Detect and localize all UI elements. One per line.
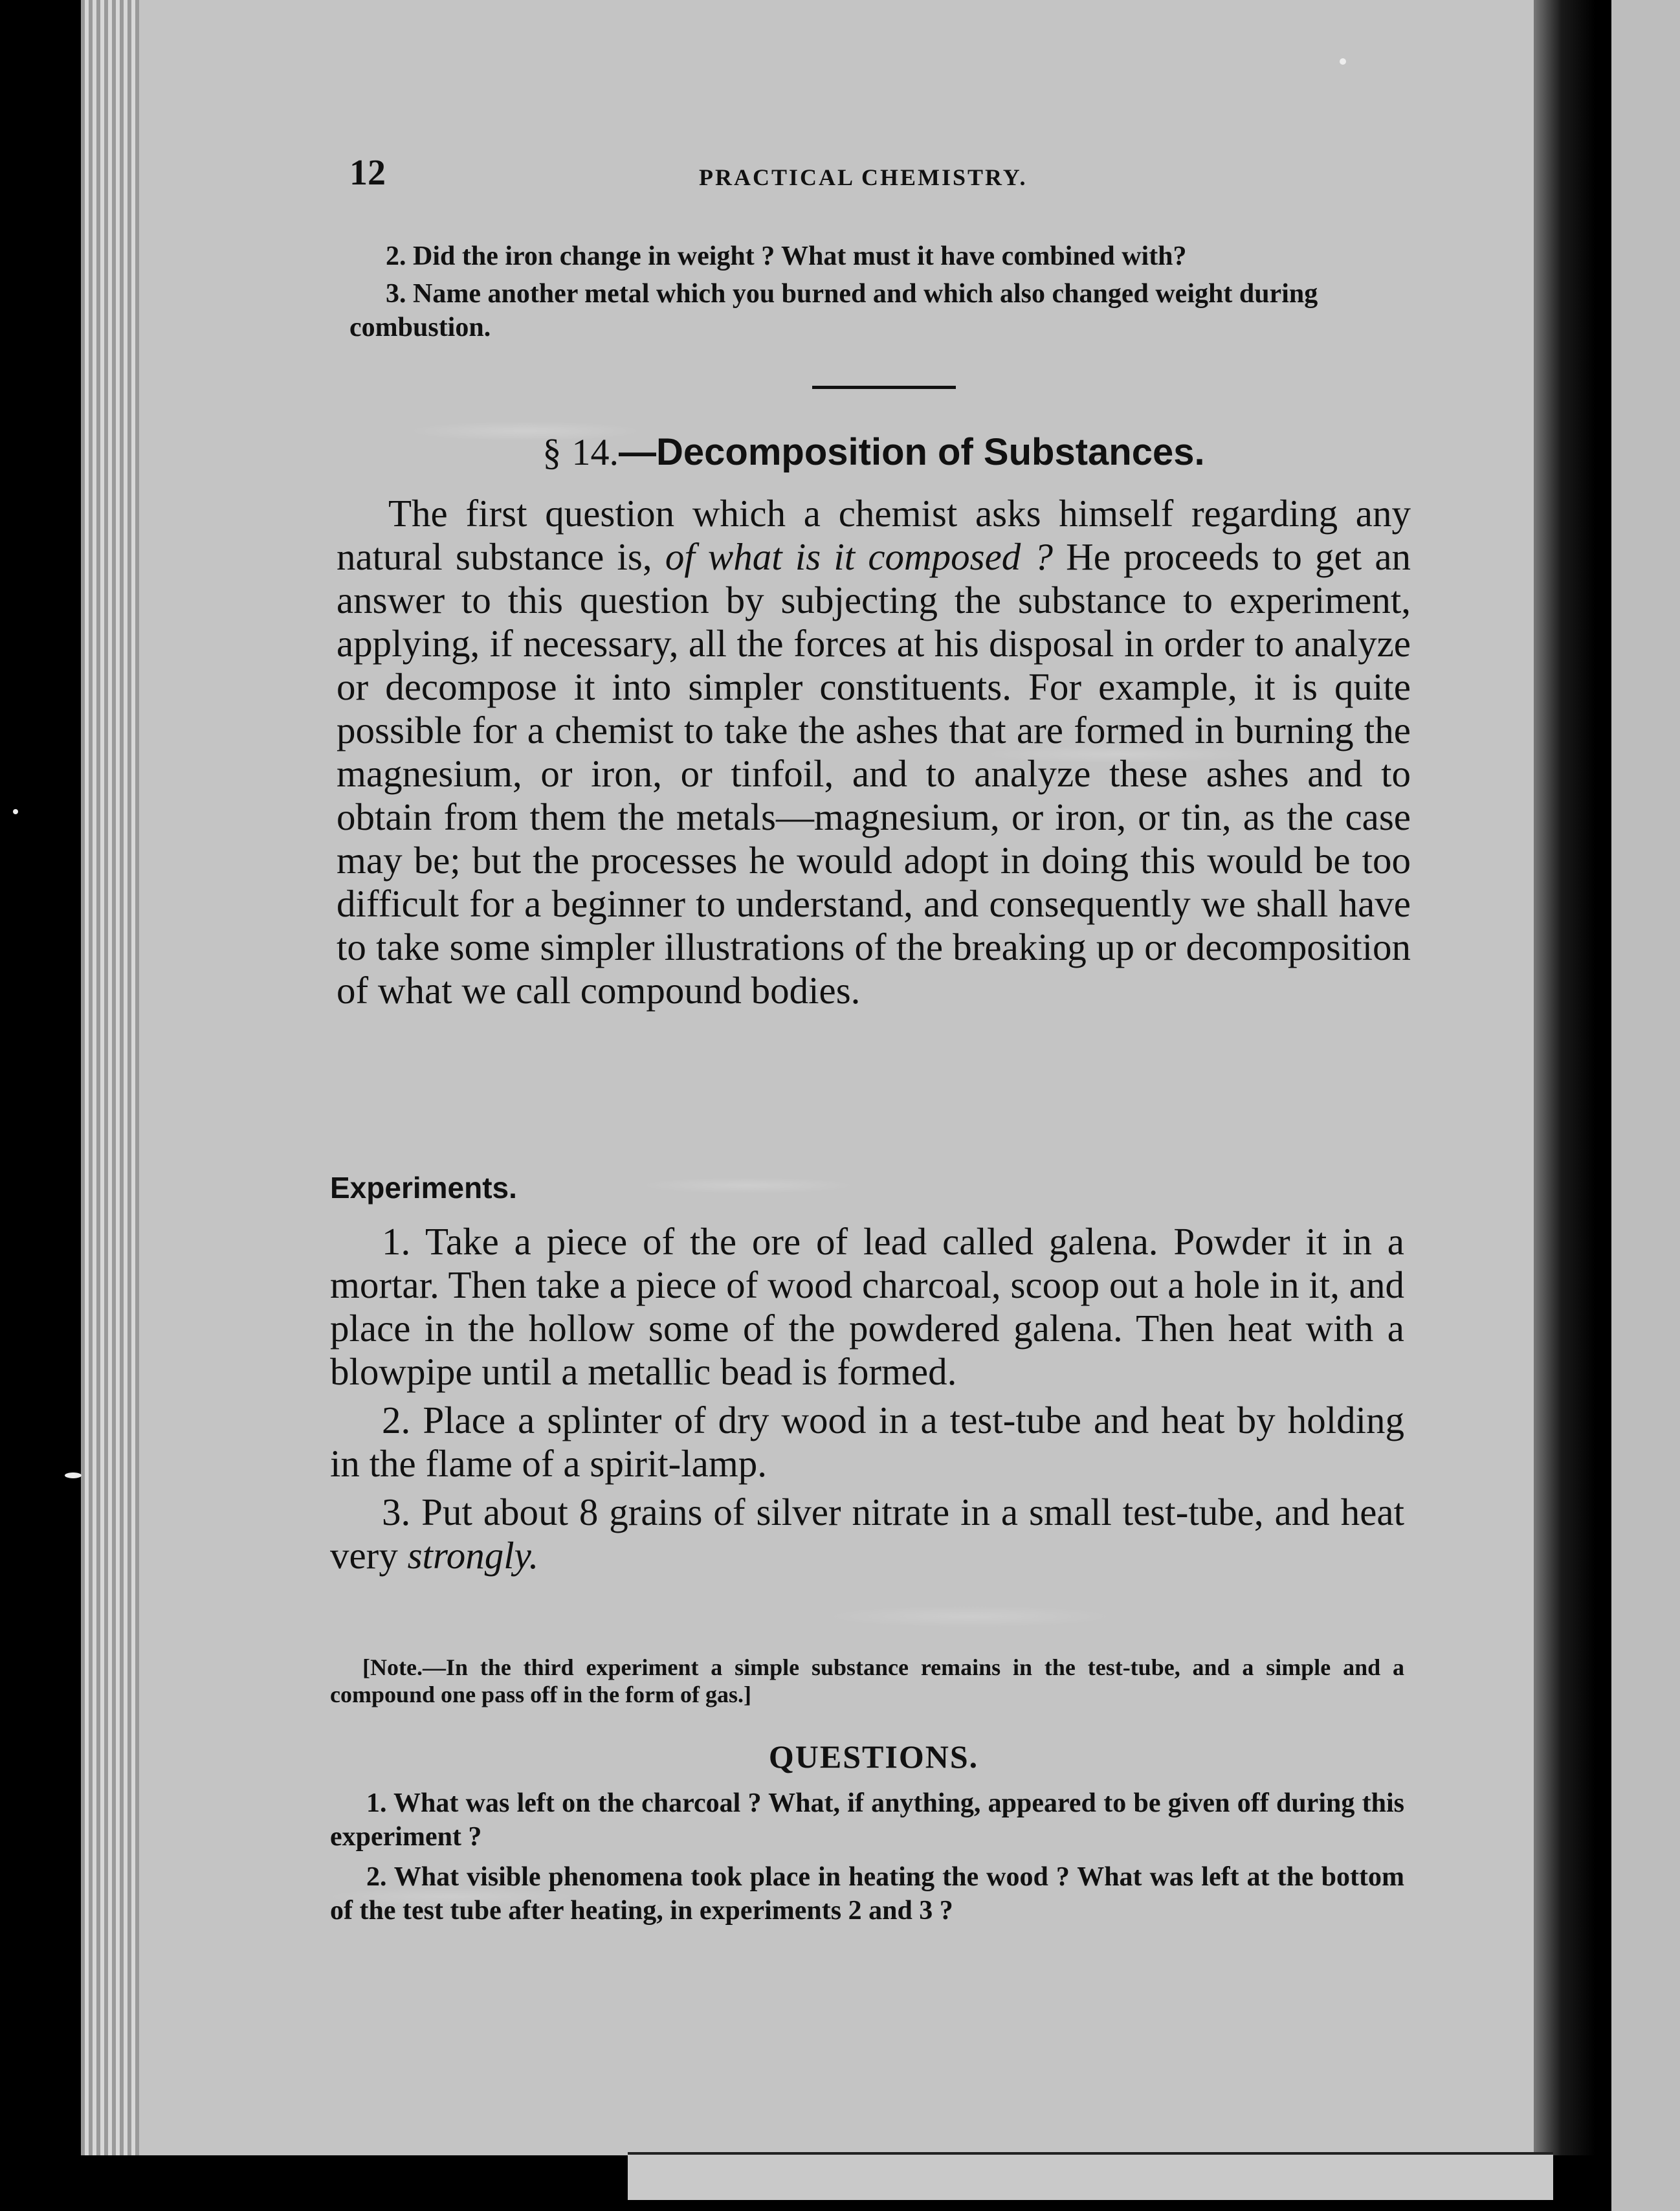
body-paragraph bbox=[337, 492, 1411, 1012]
previous-questions bbox=[349, 239, 1424, 348]
question-item: 2. What visible phenomena took place in heating the wood ? What was left at the bottom of the test tube after heating, in experiments 2 and 3 ? bbox=[330, 1862, 1404, 1926]
note bbox=[330, 1654, 1404, 1708]
experiment-item: 1. Take a piece of the ore of lead called galena. Powder it in a mortar. Then take a piece of wood charcoal, scoop out a hole in it, and place in the hollow some of the powdered galena. Then heat with a blowpipe until a metallic bead is formed. bbox=[330, 1220, 1404, 1393]
experiment-item bbox=[330, 1491, 1404, 1577]
section-divider bbox=[812, 386, 956, 389]
page-number: 12 bbox=[349, 153, 386, 193]
adjacent-page bbox=[1611, 0, 1680, 2211]
book-spine-shadow bbox=[1534, 0, 1595, 2155]
scan-speck bbox=[65, 1472, 82, 1478]
body-question: of what is it composed ? bbox=[665, 535, 1053, 578]
experiment-3-text: 3. Put about 8 grains of silver nitrate in a small test-tube, and heat very bbox=[330, 1491, 1404, 1577]
question-item: 1. What was left on the charcoal ? What, if anything, appeared to be given off during this experiment ? bbox=[330, 1788, 1404, 1852]
experiment-3-emphasis: strongly. bbox=[407, 1534, 539, 1577]
questions-heading: QUESTIONS. bbox=[768, 1739, 979, 1775]
section-number: 14. bbox=[571, 431, 619, 473]
running-head: PRACTICAL CHEMISTRY. bbox=[699, 164, 1028, 190]
experiments-list bbox=[330, 1220, 1404, 1583]
question-item: 3. Name another metal which you burned and which also changed weight during combustion. bbox=[349, 279, 1318, 342]
scan-speck bbox=[1340, 58, 1346, 65]
experiments-heading: Experiments. bbox=[330, 1171, 517, 1205]
section-symbol: § bbox=[542, 431, 562, 473]
scan-speck bbox=[13, 809, 18, 814]
page-edges bbox=[81, 0, 139, 2155]
body-intro: The first question which a chemist asks himself regarding any natural substance is, bbox=[337, 492, 1411, 578]
question-item: 2. Did the iron change in weight ? What must it have combined with? bbox=[386, 241, 1187, 271]
questions-list bbox=[330, 1786, 1404, 1934]
page-bottom-strip bbox=[628, 2152, 1553, 2200]
body-rest: He proceeds to get an answer to this question by subjecting the substance to experiment, applying, if necessary, all the forces at his disposal in order to analyze or decompose it into simpler constituents. For example, it is quite possible for a chemist to take the ashes that are formed in burning the magnesium, or iron, or tinfoil, and to analyze these ashes and to obtain from them the metals—magnesium, or iron, or tin, as the case may be; but the processes he would adopt in doing this would be too difficult for a beginner to understand, and consequently we shall have to take some simpler illustrations of the breaking up or decomposition of what we call compound bodies. bbox=[337, 535, 1411, 1012]
section-heading: —Decomposition of Substances. bbox=[619, 431, 1205, 473]
section-title bbox=[330, 430, 1417, 474]
page-header bbox=[330, 152, 1417, 197]
experiment-item: 2. Place a splinter of dry wood in a test-tube and heat by holding in the flame of a spirit-lamp. bbox=[330, 1399, 1404, 1485]
note-text: [Note.—In the third experiment a simple substance remains in the test-tube, and a simple and a compound one pass off in the form of gas.] bbox=[330, 1654, 1404, 1707]
